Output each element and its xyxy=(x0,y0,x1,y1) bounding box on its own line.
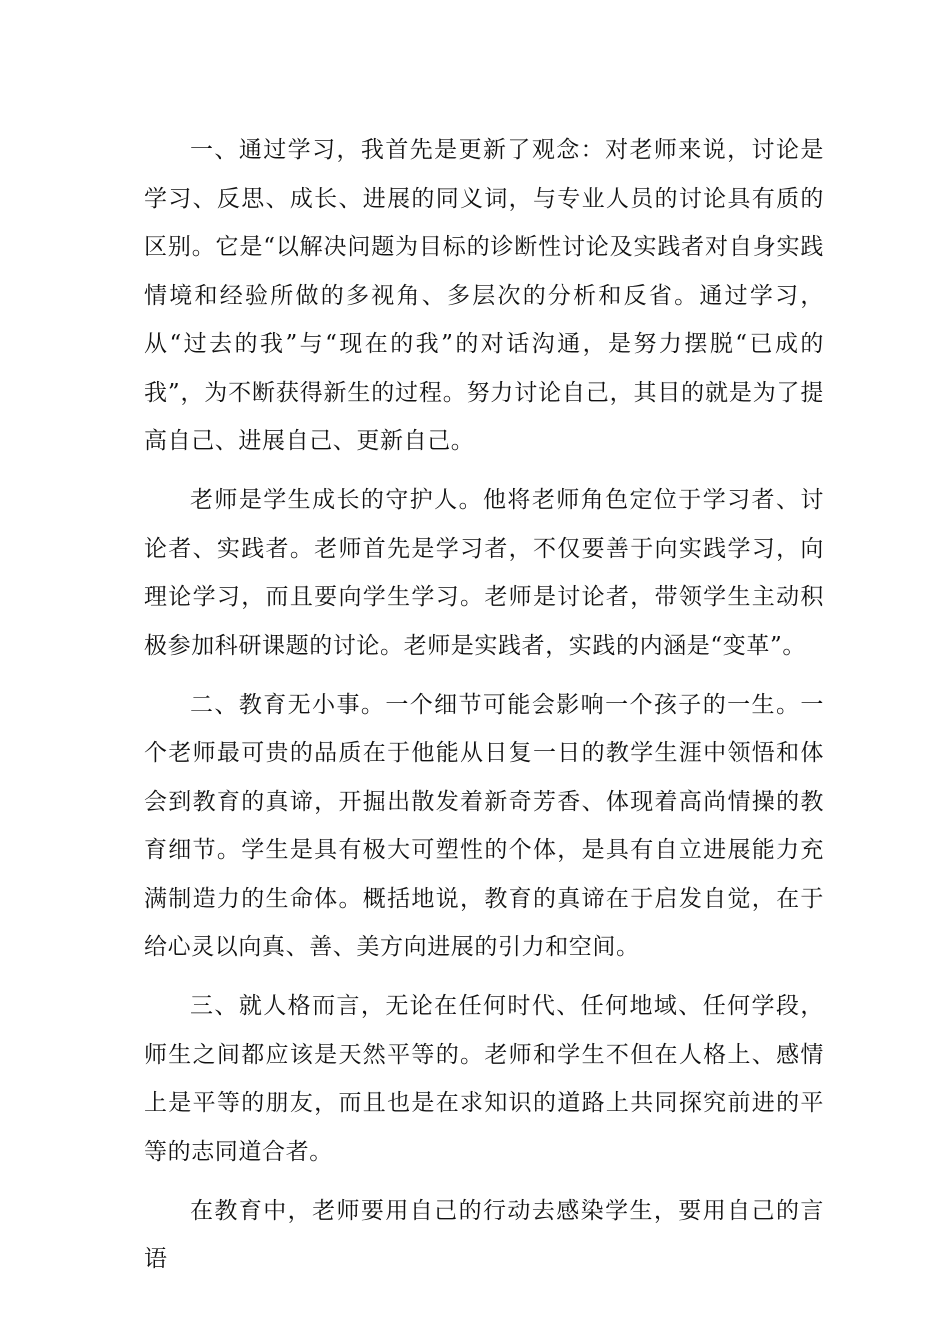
paragraph-1: 一、通过学习，我首先是更新了观念：对老师来说，讨论是学习、反思、成长、进展的同义词，与专业人员的讨论具有质的区别。它是“以解决问题为目标的诊断性讨论及实践者对自身实践情境和经验所做的多视角、多层次的分析和反省。通过学习，从“过去的我”与“现在的我”的对话沟通，是努力摆脱“已成的我”，为不断获得新生的过程。努力讨论自己，其目的就是为了提高自己、进展自己、更新自己。 xyxy=(144,137,824,454)
paragraph-5: 在教育中，老师要用自己的行动去感染学生，要用自己的言语 xyxy=(144,1197,824,1272)
paragraph-4: 三、就人格而言，无论在任何时代、任何地域、任何学段，师生之间都应该是天然平等的。老师和学生不但在人格上、感情上是平等的朋友，而且也是在求知识的道路上共同探究前进的平等的志同道合者。 xyxy=(144,993,824,1165)
paragraph-2: 老师是学生成长的守护人。他将老师角色定位于学习者、讨论者、实践者。老师首先是学习者，不仅要善于向实践学习，向理论学习，而且要向学生学习。老师是讨论者，带领学生主动积极参加科研课题的讨论。老师是实践者，实践的内涵是“变革”。 xyxy=(144,487,824,659)
paragraph-3: 二、教育无小事。一个细节可能会影响一个孩子的一生。一个老师最可贵的品质在于他能从日复一日的教学生涯中领悟和体会到教育的真谛，开掘出散发着新奇芳香、体现着高尚情操的教育细节。学生是具有极大可塑性的个体，是具有自立进展能力充满制造力的生命体。概括地说，教育的真谛在于启发自觉，在于给心灵以向真、善、美方向进展的引力和空间。 xyxy=(144,691,824,960)
document-body xyxy=(144,126,824,1294)
